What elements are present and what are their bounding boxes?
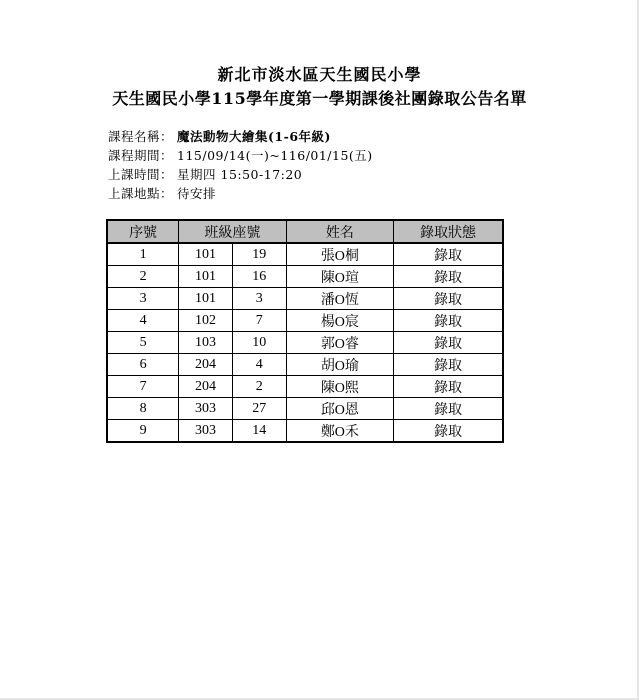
cell-student-name: 潘O恆 <box>286 288 393 310</box>
course-location-value: 待安排 <box>177 186 217 201</box>
cell-serial-number: 9 <box>107 420 179 443</box>
cell-seat-number: 3 <box>232 288 286 310</box>
course-time-line <box>108 165 302 183</box>
cell-serial-number: 5 <box>107 332 179 354</box>
header-admission-status: 錄取狀態 <box>394 220 503 243</box>
course-period-line <box>108 146 373 164</box>
header-name: 姓名 <box>286 220 393 243</box>
cell-class: 204 <box>179 376 233 398</box>
course-time-value: 星期四 15:50-17:20 <box>177 167 303 182</box>
table-row <box>107 420 503 443</box>
cell-serial-number: 2 <box>107 266 179 288</box>
cell-serial-number: 7 <box>107 376 179 398</box>
cell-class: 102 <box>179 310 233 332</box>
cell-admission-status: 錄取 <box>394 354 503 376</box>
cell-admission-status: 錄取 <box>394 420 503 443</box>
course-period-label: 課程期間： <box>108 148 174 163</box>
table-row <box>107 266 503 288</box>
cell-class: 101 <box>179 288 233 310</box>
cell-serial-number: 6 <box>107 354 179 376</box>
document-title: 新北市淡水區天生國民小學 <box>217 65 422 84</box>
course-name-line <box>108 127 331 145</box>
cell-class: 303 <box>179 420 233 443</box>
cell-seat-number: 16 <box>232 266 286 288</box>
cell-seat-number: 14 <box>232 420 286 443</box>
course-time-label: 上課時間： <box>108 167 174 182</box>
cell-admission-status: 錄取 <box>394 288 503 310</box>
cell-class: 303 <box>179 398 233 420</box>
table-row <box>107 398 503 420</box>
header-class-seat: 班級座號 <box>179 220 287 243</box>
cell-admission-status: 錄取 <box>394 266 503 288</box>
cell-student-name: 胡O瑜 <box>286 354 393 376</box>
cell-admission-status: 錄取 <box>394 376 503 398</box>
cell-class: 204 <box>179 354 233 376</box>
course-name-value: 魔法動物大繪集(1-6年級) <box>177 129 331 144</box>
table-row <box>107 310 503 332</box>
cell-admission-status: 錄取 <box>394 243 503 266</box>
cell-serial-number: 3 <box>107 288 179 310</box>
cell-admission-status: 錄取 <box>394 310 503 332</box>
cell-seat-number: 7 <box>232 310 286 332</box>
cell-serial-number: 4 <box>107 310 179 332</box>
cell-student-name: 郭O睿 <box>286 332 393 354</box>
table-row <box>107 332 503 354</box>
admission-table <box>106 219 504 443</box>
table-row <box>107 376 503 398</box>
cell-serial-number: 8 <box>107 398 179 420</box>
header-serial-number: 序號 <box>107 220 179 243</box>
cell-student-name: 陳O熙 <box>286 376 393 398</box>
document-subtitle: 天生國民小學115學年度第一學期課後社團錄取公告名單 <box>112 89 527 108</box>
course-period-value: 115/09/14(一)~116/01/15(五) <box>177 148 373 163</box>
cell-class: 101 <box>179 266 233 288</box>
table-row <box>107 288 503 310</box>
cell-student-name: 陳O瑄 <box>286 266 393 288</box>
cell-seat-number: 10 <box>232 332 286 354</box>
course-location-line <box>108 184 216 202</box>
cell-seat-number: 27 <box>232 398 286 420</box>
cell-seat-number: 19 <box>232 243 286 266</box>
cell-seat-number: 4 <box>232 354 286 376</box>
course-location-label: 上課地點： <box>108 186 174 201</box>
table-row <box>107 354 503 376</box>
table-body <box>107 243 503 442</box>
cell-student-name: 張O桐 <box>286 243 393 266</box>
cell-class: 101 <box>179 243 233 266</box>
cell-admission-status: 錄取 <box>394 398 503 420</box>
cell-student-name: 鄭O禾 <box>286 420 393 443</box>
cell-serial-number: 1 <box>107 243 179 266</box>
course-name-label: 課程名稱： <box>108 129 174 144</box>
cell-seat-number: 2 <box>232 376 286 398</box>
cell-admission-status: 錄取 <box>394 332 503 354</box>
cell-class: 103 <box>179 332 233 354</box>
table-header-row <box>107 220 503 243</box>
cell-student-name: 楊O宸 <box>286 310 393 332</box>
cell-student-name: 邱O恩 <box>286 398 393 420</box>
table-row <box>107 243 503 266</box>
